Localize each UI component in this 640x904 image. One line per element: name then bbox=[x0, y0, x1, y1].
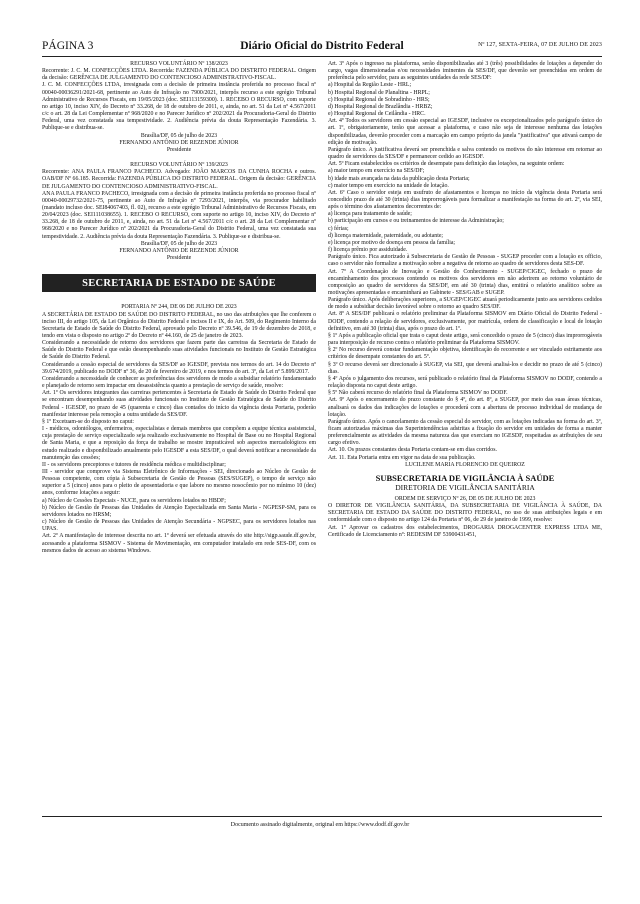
rv1-body: J. C. M. CONFECÇÕES LTDA, irresignada com a decisão de primeira instância proferida no processo fiscal nº 00040-00036291/2021-68, pertinente ao Auto de Infração no 7900/2021, interpôs recurso a este egrégio Tribunal Administrativo de Recursos Fiscais, em 19/05/2023 (doc. SEI113159300). 1. RECEBO O RECURSO, com suporte no artigo 10, inciso XIV, do Decreto nº 33.268, de 18 de outubro de 2011, e, ainda, no art. 51 da Lei nº 4.567/2011 c/c o art. 28 da Lei Complementar nº 968/2020 e no Parecer Jurídico nº 202/2021 da Procuradoria-Geral do Distrito Federal, uma vez constatada sua tempestividade. 2. Audiência prévia da douta Representação Fazendária. 3. Publique-se e distribua-se. bbox=[42, 82, 316, 132]
paragraph: I - médicos, odontólogos, enfermeiros, especialistas e demais membros que compõem a equipe técnica assistencial, cuja prestação de serviço especializado seja realizado exclusivamente no Hospital de Base ou no Hospital Regional de Santa Maria, e que a reposição da força de trabalho se mostre impraticável sob aspectos mercadológicos em estudo realizado e disponibilizado anualmente pelo IGESDF a esta SES/DF, o qual deverá notificar a necessidade da manutenção das cessões; bbox=[42, 426, 316, 461]
paragraph: c) férias; bbox=[328, 225, 349, 232]
paragraph: II - os servidores preceptores e tutores de residência médica e multidisciplinar; bbox=[42, 461, 226, 468]
paragraph: A SECRETÁRIA DE ESTADO DE SAÚDE DO DISTRITO FEDERAL, no uso das atribuições que lhe conferem o inciso III, do artigo 105, da Lei Orgânica do Distrito Federal e incisos II e IX, do Art. 509, do Regimento Interno da Secretaria de Estado de Saúde do Distrito Federal, aprovado pelo Decreto nº 39.546, de 19 de dezembro de 2018, e tendo em vista o disposto no artigo 2º do Decreto nº 44.160, de 25 de janeiro de 2023. bbox=[42, 311, 316, 339]
paragraph: O DIRETOR DE VIGILÂNCIA SANITÁRIA, DA SUBSECRETARIA DE VIGILÂNCIA À SAÚDE, DA SECRETARIA DE ESTADO DA SAÚDE DO DISTRITO FEDERAL, no uso de suas atribuições legais e em conformidade com o disposto no artigo 124 da Portaria nº 06, de 29 de janeiro de 1999, resolve: bbox=[328, 503, 602, 524]
paragraph: § 5º Não caberá recurso do relatório final da Plataforma SISMOV no DODF. bbox=[328, 390, 508, 397]
diretoria-heading: DIRETORIA DE VIGILÂNCIA SANITÁRIA bbox=[395, 482, 535, 492]
paragraph: c) Hospital Regional de Sobradinho - HRS; bbox=[328, 96, 430, 103]
footer-rule bbox=[42, 816, 602, 817]
rv2-body: ANA PAULA FRANCO PACHECO, irresignada com a decisão de primeira instância proferida no processo fiscal nº 00040-00029732/2021-75, pertinente ao Auto de Infração nº 7293/2021, interpôs, via procurador habilitado (mandato incluso doc. SEI84067403, fl. 02), recurso a este egrégio Tribunal Administrativo de Recursos Fiscais, em 20/04/2023 (doc. SEI111038655). 1. RECEBO O RECURSO, com suporte no artigo 10, inciso XIV, do Decreto nº 33.268, de 18 de outubro de 2011, e, ainda, no art. 51 da Lei nº 4.567/2011 c/c o art. 28 da Lei Complementar nº 968/2020 e no Parecer Jurídico nº 202/2021 da Procuradoria-Geral do Distrito Federal, uma vez constatada sua tempestividade. 2. Audiência prévia da douta Representação Fazendária. 3. Publique-se e distribua-se. bbox=[42, 190, 316, 240]
paragraph: Considerando a necessidade de retorno dos servidores que fazem parte das carreiras da Secretaria de Estado de Saúde do Distrito Federal e que estão desempenhando suas atividades funcionais no Instituto de Gestão Estratégica de Saúde do Distrito Federal. bbox=[42, 340, 316, 361]
rv2-date: Brasília/DF, 05 de julho de 2023 bbox=[140, 240, 218, 247]
paragraph: Parágrafo único. A justificativa deverá ser preenchida e salva contendo os motivos do não interesse em retornar ao quadro de servidores da SES/DF e permanecer cedido ao IGESDF. bbox=[328, 146, 602, 161]
paragraph: a) Hospital da Região Leste - HRL; bbox=[328, 82, 412, 89]
paragraph: b) idade mais avançada na data da publicação desta Portaria; bbox=[328, 175, 470, 182]
secretary-signer: LUCILENE MARIA FLORENCIO DE QUEIROZ bbox=[405, 461, 525, 468]
edition-info: Nº 127, SEXTA-FEIRA, 07 DE JULHO DE 2023 bbox=[478, 42, 602, 48]
right-column bbox=[328, 61, 602, 539]
rv2-title: RECURSO VOLUNTÁRIO Nº 139/2023 bbox=[130, 162, 228, 169]
rv1-signer: FERNANDO ANTÔNIO DE REZENDE JÚNIOR bbox=[119, 139, 239, 146]
rv1-title: RECURSO VOLUNTÁRIO Nº 138/2023 bbox=[130, 61, 228, 67]
paragraph: § 3º O recurso deverá ser direcionado à SUGEP, via SEI, que deverá analisá-los e decidir no prazo de até 5 (cinco) dias. bbox=[328, 361, 602, 375]
paragraph: Art. 5º Ficam estabelecidos os critérios de desempate para definição das lotações, na seguinte ordem: bbox=[328, 161, 565, 168]
left-column bbox=[42, 61, 316, 555]
subsecretaria-heading: SUBSECRETARIA DE VIGILÂNCIA À SAÚDE bbox=[375, 472, 555, 483]
ordem-servico-title: ORDEM DE SERVIÇO Nº 26, DE 05 DE JULHO DE 2023 bbox=[394, 495, 536, 502]
page-number: PÁGINA 3 bbox=[42, 40, 94, 52]
paragraph: Parágrafo único. Após deliberações superiores, a SUGEP/CIGEC atuará periodicamente junto aos servidores cedidos de modo a subsidiar decisão favorável sobre o retorno ao quadro SES/DF. bbox=[328, 297, 602, 311]
paragraph: Art. 1º Os servidores integrantes das carreiras pertencentes à Secretaria de Estado de Saúde do Distrito Federal que se encontram desempenhando suas atividades funcionais no Instituto de Gestão Estratégica de Saúde do Distrito Federal - IGESDF, no prazo de 45 (quarenta e cinco) dias contados do início da vigência desta Portaria, poderão manifestar interesse pela remoção a outra unidade da SES/DF. bbox=[42, 390, 316, 418]
page-header bbox=[42, 40, 602, 54]
paragraph: § 2º No recurso deverá constar fundamentação objetiva, identificação do recorrente e ser vinculado estritamente aos critérios de desempate constantes do art. 5º. bbox=[328, 347, 602, 361]
portaria-title: PORTARIA Nº 244, DE 06 DE JULHO DE 2023 bbox=[121, 304, 237, 311]
paragraph: Art. 9º Após o encerramento do prazo constante do § 4º, do art. 8º, a SUGEP, por meio das suas áreas técnicas, analisará os dados das indicações de lotações e procederá com a abertura de processo individual de mudança de lotação. bbox=[328, 397, 602, 418]
paragraph: III - servidor que comprove via Sistema Eletrônico de Informações - SEI, direcionado ao Núcleo de Gestão de Pessoas competente, com cópia à Subsecretaria de Gestão de Pessoas (SES/SUGEP), o tempo de serviço não superior a 5 (cinco) anos para o pleito de aposentadoria e que labore no mesmo nosocômio por no mínimo 10 (dez) anos, conforme lotações a seguir: bbox=[42, 468, 316, 497]
paragraph: c) Núcleo de Gestão de Pessoas das Unidades de Atenção Secundária - NGPSEC, para os servidores lotados nas UPAS. bbox=[42, 519, 316, 533]
paragraph: b) Hospital Regional de Planaltina - HRPL; bbox=[328, 89, 430, 96]
paragraph: Art. 8º A SES/DF publicará o relatório preliminar da Plataforma SISMOV em Diário Oficial do Distrito Federal - DODF, contendo a relação de servidores, exclusivamente, por matrícula, ordem de classificação e local de lotação definitivo, em até 30 (trinta) dias, após o prazo do art. 1º. bbox=[328, 311, 602, 332]
rv2-parties: Recorrente: ANA PAULA FRANCO PACHECO. Advogado: JOÃO MARCOS DA CUNHA ROCHA e outros. OAB/DF Nº 66.185. Recorrida: FAZENDA PÚBLICA DO DISTRITO FEDERAL. Origem da decisão: GERÊNCIA DE JULGAMENTO DO CONTENCIOSO ADMINISTRATIVO-FISCAL. bbox=[42, 169, 316, 190]
paragraph: Art. 4º Todos os servidores em cessão especial ao IGESDF, inclusive os excepcionalizados pelo parágrafo único do art. 1º, obrigatoriamente, terão que acessar a plataforma, e caso não seja de interesse nenhuma das lotações disponibilizadas, deverão proceder com a marcação em campo próprio da janela "justificativa" que ativará campo de edição de motivação. bbox=[328, 118, 602, 146]
portaria-body bbox=[42, 312, 316, 555]
paragraph: a) Núcleo de Cessões Especiais - NUCE, para os servidores lotados no HBDF; bbox=[42, 497, 226, 504]
paragraph: § 1º Excetuam-se do disposto no caput: bbox=[42, 418, 135, 425]
paragraph: Art. 1º Aprovar os cadastros dos estabelecimentos, DROGARIA DROGACENTER EXPRESS LTDA ME, Certificado de Licenciamento nº: REDESIM DF 53900431451, bbox=[328, 524, 602, 538]
ordem-servico-body bbox=[328, 503, 602, 539]
paragraph: Art. 10. Os prazos constantes desta Portaria contam-se em dias corridos. bbox=[328, 447, 497, 454]
section-bar: SECRETARIA DE ESTADO DE SAÚDE bbox=[42, 274, 316, 292]
paragraph: d) licença maternidade, paternidade, ou adotante; bbox=[328, 232, 444, 239]
footer-note: Documento assinado digitalmente, original em https://www.dodf.df.gov.br bbox=[230, 822, 410, 828]
paragraph: Art. 11. Esta Portaria entra em vigor na data de sua publicação. bbox=[328, 454, 476, 461]
paragraph: b) participação em cursos e ou treinamentos de interesse da Administração; bbox=[328, 218, 504, 225]
paragraph: Considerando a cessão especial de servidores da SES/DF ao IGESDF, prevista nos termos do art. 14 do Decreto nº 39.674/2019, publicado no DODF nº 36, de 20 de fevereiro de 2019, e nos termos do art. 3º, da Lei nº 5.899/2017. bbox=[42, 361, 316, 375]
newspaper-title: Diário Oficial do Distrito Federal bbox=[240, 40, 404, 52]
header-rule bbox=[42, 56, 602, 57]
rv1-parties: Recorrente: J. C. M. CONFECÇÕES LTDA. Recorrida: FAZENDA PÚBLICA DO DISTRITO FEDERAL. Origem da decisão: GERÊNCIA DE JULGAMENTO DO CONTENCIOSO ADMINISTRATIVO-FISCAL. bbox=[42, 68, 316, 82]
paragraph: Art. 6º Caso o servidor esteja em usufruto de afastamentos e licenças no início da vigência desta Portaria será concedido prazo de até 30 (trinta) dias improrrogáveis para formalizar a manifestação na forma do art. 2º, via SEI, após o término dos afastamentos decorrentes de: bbox=[328, 189, 602, 211]
paragraph: Art. 3º Após o ingresso na plataforma, serão disponibilizadas até 3 (três) possibilidades de lotações a depender do cargo, vagas dimensionadas e/ou necessidades iminentes da SES/DF, que deverão ser preenchidas em ordem de preferência pelo servidor, para as seguintes unidades da rede SES/DF: bbox=[328, 61, 602, 82]
paragraph: a) licença para tratamento de saúde; bbox=[328, 211, 412, 218]
paragraph: Art. 2º A manifestação de interesse descrita no art. 1º deverá ser efetuada através do site http://sigp.saude.df.gov.br, acessando a plataforma SISMOV - Sistema de Movimentação, em computador instalado em rede SES-DF, com os mesmos dados de acesso ao sistema Windows. bbox=[42, 533, 316, 554]
rv2-signer: FERNANDO ANTÔNIO DE REZENDE JÚNIOR bbox=[119, 247, 239, 254]
paragraph: Considerando a necessidade de conhecer as preferências dos servidores de modo a subsidiar relatório fundamentado e planejado de retorno sem impactar em desassistência quanto a prestação de serviço de saúde, resolve: bbox=[42, 375, 316, 390]
rv1-date: Brasília/DF, 05 de julho de 2023 bbox=[140, 132, 218, 139]
paragraph: b) Núcleo de Gestão de Pessoas das Unidades de Atenção Especializada em Santa Maria - NGPESP-SM, para os servidores lotados no HRSM; bbox=[42, 504, 316, 518]
paragraph: Parágrafo único. Após o cancelamento da cessão especial do servidor, com as lotações indicadas na forma do art. 3º, ficam autorizadas máximas das Superintendências adstritas a fixação do servidor em unidades de forma a manter preferencialmente as atividades da mesma natureza das que exerciam no IGESDF, respeitadas as atribuições de seu cargo efetivo. bbox=[328, 418, 602, 447]
rv2-role: Presidente bbox=[166, 255, 192, 262]
paragraph: c) maior tempo em exercício na unidade de lotação. bbox=[328, 182, 449, 189]
paragraph: § 1º Após a publicação oficial que trata o caput deste artigo, será concedido o prazo de 5 (cinco) dias improrrogáveis para interposição de recurso contra o relatório preliminar da Plataforma SISMOV. bbox=[328, 332, 602, 347]
paragraph: d) Hospital Regional de Brazlândia - HRBZ; bbox=[328, 103, 433, 110]
paragraph: Parágrafo único. Fica autorizado à Subsecretaria de Gestão de Pessoas - SUGEP proceder com a lotação ex officio, caso o servidor não formalize a motivação sobre a negativa de retorno ao quadro de servidores desta SES-DF. bbox=[328, 254, 602, 268]
paragraph: e) licença por motivo de doença em pessoa da família; bbox=[328, 239, 456, 246]
paragraph: Art. 7º A Coordenação de Inovação e Gestão do Conhecimento - SUGEP/CIGEC, fechado o prazo de encaminhamento dos processos contendo os motivos dos servidores em não aderirem ao retorno voluntário de composição ao quadro de servidores da SES/DF, em até 30 (trinta) dias, emitirá o relatório analítico sobre as motivações apresentadas e encaminhará ao Gabinete - SES/GAB e SUGEP. bbox=[328, 268, 602, 296]
spacer bbox=[42, 154, 316, 162]
portaria-continued bbox=[328, 61, 602, 462]
paragraph: f) licença prêmio por assiduidade. bbox=[328, 247, 408, 254]
paragraph: e) Hospital Regional de Ceilândia - HRC. bbox=[328, 111, 426, 118]
paragraph: § 4º Após o julgamento dos recursos, será publicado o relatório final da Plataforma SISMOV no DODF, contendo a relação disposta no caput deste artigo. bbox=[328, 375, 602, 390]
paragraph: a) maior tempo em exercício na SES/DF; bbox=[328, 168, 425, 175]
rv1-role: Presidente bbox=[166, 146, 192, 153]
